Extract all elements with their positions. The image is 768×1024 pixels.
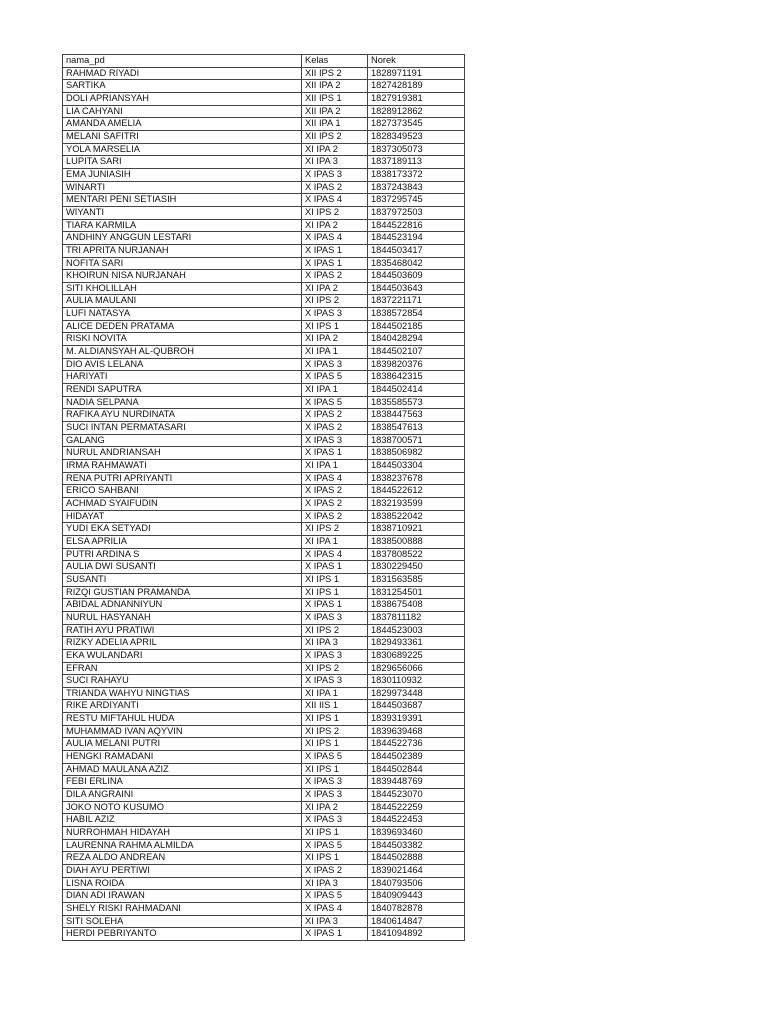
cell-nama-pd: YUDI EKA SETYADI <box>63 523 302 536</box>
table-row <box>63 763 465 776</box>
cell-nama-pd: KHOIRUN NISA NURJANAH <box>63 270 302 283</box>
cell-norek: 1835468042 <box>368 257 465 270</box>
cell-norek: 1829973448 <box>368 687 465 700</box>
cell-kelas: XI IPS 1 <box>302 320 368 333</box>
cell-norek: 1831254501 <box>368 586 465 599</box>
cell-kelas: X IPAS 1 <box>302 928 368 941</box>
cell-kelas: XI IPA 3 <box>302 877 368 890</box>
cell-norek: 1840428294 <box>368 333 465 346</box>
cell-kelas: XII IPA 2 <box>302 80 368 93</box>
cell-nama-pd: RAHMAD RIYADI <box>63 67 302 80</box>
table-row <box>63 687 465 700</box>
cell-kelas: X IPAS 2 <box>302 497 368 510</box>
cell-norek: 1838572854 <box>368 308 465 321</box>
cell-kelas: XI IPA 2 <box>302 801 368 814</box>
table-row <box>63 497 465 510</box>
table-row <box>63 637 465 650</box>
column-header-kelas: Kelas <box>302 55 368 68</box>
cell-kelas: X IPAS 3 <box>302 649 368 662</box>
cell-nama-pd: SUCI RAHAYU <box>63 675 302 688</box>
cell-nama-pd: HARIYATI <box>63 371 302 384</box>
cell-kelas: XI IPS 2 <box>302 662 368 675</box>
cell-nama-pd: SITI SOLEHA <box>63 915 302 928</box>
cell-nama-pd: RIZKY ADELIA APRIL <box>63 637 302 650</box>
cell-norek: 1827919381 <box>368 92 465 105</box>
cell-nama-pd: LIA CAHYANI <box>63 105 302 118</box>
cell-norek: 1840782878 <box>368 902 465 915</box>
cell-norek: 1835585573 <box>368 396 465 409</box>
cell-kelas: XI IPA 1 <box>302 460 368 473</box>
cell-kelas: XI IPA 3 <box>302 637 368 650</box>
cell-norek: 1839319391 <box>368 713 465 726</box>
cell-kelas: X IPAS 5 <box>302 839 368 852</box>
cell-kelas: X IPAS 2 <box>302 510 368 523</box>
cell-norek: 1838642315 <box>368 371 465 384</box>
table-row <box>63 586 465 599</box>
cell-norek: 1844522816 <box>368 219 465 232</box>
table-row <box>63 902 465 915</box>
cell-norek: 1844523194 <box>368 232 465 245</box>
cell-norek: 1844502389 <box>368 751 465 764</box>
table-row <box>63 472 465 485</box>
table-row <box>63 447 465 460</box>
cell-norek: 1839639468 <box>368 725 465 738</box>
cell-nama-pd: HERDI PEBRIYANTO <box>63 928 302 941</box>
table-row <box>63 561 465 574</box>
cell-kelas: X IPAS 2 <box>302 422 368 435</box>
cell-nama-pd: LISNA ROIDA <box>63 877 302 890</box>
table-row <box>63 396 465 409</box>
cell-kelas: XI IPA 2 <box>302 143 368 156</box>
table-row <box>63 928 465 941</box>
cell-norek: 1844503687 <box>368 700 465 713</box>
cell-nama-pd: RIKE ARDIYANTI <box>63 700 302 713</box>
cell-nama-pd: TRI APRITA NURJANAH <box>63 244 302 257</box>
table-row <box>63 675 465 688</box>
cell-kelas: X IPAS 1 <box>302 244 368 257</box>
cell-kelas: XI IPS 1 <box>302 738 368 751</box>
cell-kelas: XII IPS 1 <box>302 92 368 105</box>
cell-kelas: X IPAS 2 <box>302 865 368 878</box>
cell-norek: 1837808522 <box>368 548 465 561</box>
cell-norek: 1839820376 <box>368 358 465 371</box>
table-row <box>63 611 465 624</box>
table-row <box>63 422 465 435</box>
cell-kelas: X IPAS 5 <box>302 371 368 384</box>
table-row <box>63 371 465 384</box>
cell-kelas: XI IPS 1 <box>302 713 368 726</box>
table-row <box>63 599 465 612</box>
table-row <box>63 384 465 397</box>
table-row <box>63 535 465 548</box>
cell-kelas: XI IPS 2 <box>302 523 368 536</box>
table-row <box>63 194 465 207</box>
cell-nama-pd: DIAH AYU PERTIWI <box>63 865 302 878</box>
cell-kelas: X IPAS 4 <box>302 232 368 245</box>
cell-nama-pd: SARTIKA <box>63 80 302 93</box>
cell-norek: 1830110932 <box>368 675 465 688</box>
cell-norek: 1829493361 <box>368 637 465 650</box>
cell-kelas: X IPAS 1 <box>302 257 368 270</box>
table-row <box>63 460 465 473</box>
cell-kelas: X IPAS 1 <box>302 599 368 612</box>
cell-kelas: X IPAS 3 <box>302 611 368 624</box>
cell-kelas: X IPAS 4 <box>302 548 368 561</box>
cell-kelas: X IPAS 3 <box>302 776 368 789</box>
table-row <box>63 295 465 308</box>
cell-nama-pd: DOLI APRIANSYAH <box>63 92 302 105</box>
cell-norek: 1844502414 <box>368 384 465 397</box>
cell-nama-pd: JOKO NOTO KUSUMO <box>63 801 302 814</box>
cell-nama-pd: EMA JUNIASIH <box>63 168 302 181</box>
cell-nama-pd: DILA ANGRAINI <box>63 789 302 802</box>
table-row <box>63 865 465 878</box>
cell-kelas: XI IPS 1 <box>302 763 368 776</box>
cell-kelas: XII IPA 2 <box>302 105 368 118</box>
cell-nama-pd: NURUL ANDRIANSAH <box>63 447 302 460</box>
cell-nama-pd: ABIDAL ADNANNIYUN <box>63 599 302 612</box>
cell-norek: 1839693460 <box>368 827 465 840</box>
cell-kelas: XI IPS 1 <box>302 852 368 865</box>
cell-norek: 1837243843 <box>368 181 465 194</box>
cell-nama-pd: ACHMAD SYAIFUDIN <box>63 497 302 510</box>
table-row <box>63 776 465 789</box>
table-row <box>63 156 465 169</box>
cell-kelas: XI IPA 3 <box>302 915 368 928</box>
cell-nama-pd: DIAN ADI IRAWAN <box>63 890 302 903</box>
student-account-table <box>62 54 465 941</box>
cell-nama-pd: RATIH AYU PRATIWI <box>63 624 302 637</box>
cell-norek: 1837972503 <box>368 206 465 219</box>
cell-norek: 1838447563 <box>368 409 465 422</box>
cell-norek: 1832193599 <box>368 497 465 510</box>
cell-norek: 1844502888 <box>368 852 465 865</box>
table-row <box>63 130 465 143</box>
cell-nama-pd: IRMA RAHMAWATI <box>63 460 302 473</box>
cell-kelas: X IPAS 1 <box>302 561 368 574</box>
cell-norek: 1844503382 <box>368 839 465 852</box>
cell-kelas: X IPAS 3 <box>302 434 368 447</box>
cell-norek: 1830229450 <box>368 561 465 574</box>
cell-kelas: XII IPA 1 <box>302 118 368 131</box>
cell-nama-pd: EFRAN <box>63 662 302 675</box>
cell-norek: 1838675408 <box>368 599 465 612</box>
cell-norek: 1829656066 <box>368 662 465 675</box>
cell-kelas: X IPAS 3 <box>302 675 368 688</box>
cell-norek: 1830689225 <box>368 649 465 662</box>
cell-kelas: XII IIS 1 <box>302 700 368 713</box>
cell-norek: 1844502844 <box>368 763 465 776</box>
cell-norek: 1844523003 <box>368 624 465 637</box>
cell-nama-pd: YOLA MARSELIA <box>63 143 302 156</box>
table-row <box>63 257 465 270</box>
cell-norek: 1844522259 <box>368 801 465 814</box>
table-row <box>63 662 465 675</box>
table-row <box>63 320 465 333</box>
table-row <box>63 92 465 105</box>
cell-nama-pd: AULIA MAULANI <box>63 295 302 308</box>
cell-kelas: XII IPS 2 <box>302 67 368 80</box>
table-row <box>63 181 465 194</box>
table-row <box>63 434 465 447</box>
cell-kelas: XI IPS 1 <box>302 586 368 599</box>
cell-nama-pd: HABIL AZIZ <box>63 814 302 827</box>
cell-nama-pd: TRIANDA WAHYU NINGTIAS <box>63 687 302 700</box>
table-row <box>63 877 465 890</box>
cell-kelas: XI IPA 2 <box>302 219 368 232</box>
cell-nama-pd: RESTU MIFTAHUL HUDA <box>63 713 302 726</box>
table-row <box>63 270 465 283</box>
cell-kelas: XI IPS 2 <box>302 206 368 219</box>
table-row <box>63 105 465 118</box>
table-row <box>63 725 465 738</box>
table-row <box>63 67 465 80</box>
table-row <box>63 573 465 586</box>
cell-nama-pd: RISKI NOVITA <box>63 333 302 346</box>
cell-norek: 1837811182 <box>368 611 465 624</box>
cell-norek: 1844502107 <box>368 346 465 359</box>
cell-nama-pd: NOFITA SARI <box>63 257 302 270</box>
cell-kelas: X IPAS 3 <box>302 308 368 321</box>
cell-nama-pd: M. ALDIANSYAH AL-QUBROH <box>63 346 302 359</box>
cell-kelas: XI IPS 2 <box>302 295 368 308</box>
cell-kelas: X IPAS 4 <box>302 194 368 207</box>
cell-norek: 1839021464 <box>368 865 465 878</box>
cell-nama-pd: PUTRI ARDINA S <box>63 548 302 561</box>
table-row <box>63 700 465 713</box>
cell-nama-pd: MUHAMMAD IVAN AQYVIN <box>63 725 302 738</box>
table-row <box>63 219 465 232</box>
cell-norek: 1840793506 <box>368 877 465 890</box>
cell-norek: 1844522612 <box>368 485 465 498</box>
table-row <box>63 206 465 219</box>
cell-norek: 1828349523 <box>368 130 465 143</box>
cell-nama-pd: SHELY RISKI RAHMADANI <box>63 902 302 915</box>
cell-kelas: X IPAS 3 <box>302 358 368 371</box>
cell-kelas: X IPAS 4 <box>302 472 368 485</box>
cell-kelas: XI IPS 2 <box>302 624 368 637</box>
cell-norek: 1831563585 <box>368 573 465 586</box>
cell-nama-pd: EKA WULANDARI <box>63 649 302 662</box>
column-header-norek: Norek <box>368 55 465 68</box>
cell-norek: 1844503304 <box>368 460 465 473</box>
cell-kelas: X IPAS 3 <box>302 789 368 802</box>
cell-nama-pd: TIARA KARMILA <box>63 219 302 232</box>
cell-nama-pd: SUCI INTAN PERMATASARI <box>63 422 302 435</box>
cell-norek: 1827373545 <box>368 118 465 131</box>
cell-nama-pd: AMANDA AMELIA <box>63 118 302 131</box>
table-row <box>63 80 465 93</box>
cell-kelas: XI IPA 1 <box>302 346 368 359</box>
cell-kelas: XI IPA 2 <box>302 333 368 346</box>
cell-kelas: XI IPA 1 <box>302 384 368 397</box>
table-row <box>63 118 465 131</box>
table-row <box>63 333 465 346</box>
table-row <box>63 738 465 751</box>
cell-nama-pd: MENTARI PENI SETIASIH <box>63 194 302 207</box>
cell-norek: 1838173372 <box>368 168 465 181</box>
table-row <box>63 308 465 321</box>
cell-kelas: X IPAS 5 <box>302 751 368 764</box>
cell-norek: 1839448769 <box>368 776 465 789</box>
cell-norek: 1844503643 <box>368 282 465 295</box>
table-row <box>63 232 465 245</box>
cell-nama-pd: REZA ALDO ANDREAN <box>63 852 302 865</box>
table-row <box>63 624 465 637</box>
cell-nama-pd: MELANI SAFITRI <box>63 130 302 143</box>
table-row <box>63 789 465 802</box>
cell-kelas: X IPAS 2 <box>302 270 368 283</box>
table-row <box>63 244 465 257</box>
cell-norek: 1838710921 <box>368 523 465 536</box>
cell-kelas: XI IPS 1 <box>302 573 368 586</box>
header-row <box>63 55 465 68</box>
cell-norek: 1844522736 <box>368 738 465 751</box>
cell-nama-pd: NADIA SELPANA <box>63 396 302 409</box>
table-row <box>63 523 465 536</box>
cell-nama-pd: ALICE DEDEN PRATAMA <box>63 320 302 333</box>
cell-norek: 1837221171 <box>368 295 465 308</box>
table-row <box>63 713 465 726</box>
cell-nama-pd: LAURENNA RAHMA ALMILDA <box>63 839 302 852</box>
table-row <box>63 358 465 371</box>
cell-kelas: X IPAS 1 <box>302 447 368 460</box>
cell-norek: 1844503417 <box>368 244 465 257</box>
cell-norek: 1838547613 <box>368 422 465 435</box>
cell-kelas: XII IPS 2 <box>302 130 368 143</box>
table-row <box>63 649 465 662</box>
table-row <box>63 814 465 827</box>
cell-norek: 1841094892 <box>368 928 465 941</box>
cell-norek: 1844523070 <box>368 789 465 802</box>
cell-kelas: XI IPA 1 <box>302 535 368 548</box>
table-row <box>63 852 465 865</box>
table-row <box>63 168 465 181</box>
cell-norek: 1837295745 <box>368 194 465 207</box>
table-row <box>63 801 465 814</box>
cell-kelas: XI IPA 1 <box>302 687 368 700</box>
table-row <box>63 839 465 852</box>
cell-nama-pd: HIDAYAT <box>63 510 302 523</box>
cell-norek: 1838237678 <box>368 472 465 485</box>
cell-nama-pd: LUPITA SARI <box>63 156 302 169</box>
cell-kelas: X IPAS 2 <box>302 181 368 194</box>
cell-nama-pd: RENDI SAPUTRA <box>63 384 302 397</box>
table-row <box>63 915 465 928</box>
cell-nama-pd: FEBI ERLINA <box>63 776 302 789</box>
table-row <box>63 282 465 295</box>
cell-nama-pd: AULIA DWI SUSANTI <box>63 561 302 574</box>
table-row <box>63 346 465 359</box>
cell-nama-pd: NURROHMAH HIDAYAH <box>63 827 302 840</box>
table-row <box>63 409 465 422</box>
cell-norek: 1828912862 <box>368 105 465 118</box>
cell-norek: 1838506982 <box>368 447 465 460</box>
cell-kelas: XI IPS 2 <box>302 725 368 738</box>
cell-kelas: X IPAS 4 <box>302 902 368 915</box>
cell-norek: 1837189113 <box>368 156 465 169</box>
cell-nama-pd: SITI KHOLILLAH <box>63 282 302 295</box>
cell-kelas: X IPAS 3 <box>302 168 368 181</box>
cell-kelas: X IPAS 5 <box>302 396 368 409</box>
cell-nama-pd: DIO AVIS LELANA <box>63 358 302 371</box>
table-row <box>63 510 465 523</box>
cell-kelas: X IPAS 5 <box>302 890 368 903</box>
cell-norek: 1837305073 <box>368 143 465 156</box>
table-row <box>63 548 465 561</box>
cell-kelas: X IPAS 2 <box>302 409 368 422</box>
cell-norek: 1844522453 <box>368 814 465 827</box>
cell-nama-pd: LUFI NATASYA <box>63 308 302 321</box>
cell-kelas: X IPAS 2 <box>302 485 368 498</box>
table-row <box>63 485 465 498</box>
cell-norek: 1838700571 <box>368 434 465 447</box>
cell-nama-pd: GALANG <box>63 434 302 447</box>
cell-nama-pd: AHMAD MAULANA AZIZ <box>63 763 302 776</box>
cell-nama-pd: HENGKI RAMADANI <box>63 751 302 764</box>
table-row <box>63 751 465 764</box>
table-row <box>63 143 465 156</box>
table-row <box>63 890 465 903</box>
cell-nama-pd: ERICO SAHBANI <box>63 485 302 498</box>
cell-nama-pd: WINARTI <box>63 181 302 194</box>
table-row <box>63 827 465 840</box>
cell-norek: 1840614847 <box>368 915 465 928</box>
cell-nama-pd: ANDHINY ANGGUN LESTARI <box>63 232 302 245</box>
cell-norek: 1828971191 <box>368 67 465 80</box>
cell-norek: 1840909443 <box>368 890 465 903</box>
cell-nama-pd: ELSA APRILIA <box>63 535 302 548</box>
cell-kelas: XI IPS 1 <box>302 827 368 840</box>
cell-norek: 1838500888 <box>368 535 465 548</box>
cell-norek: 1844503609 <box>368 270 465 283</box>
column-header-nama-pd: nama_pd <box>63 55 302 68</box>
cell-kelas: XI IPA 2 <box>302 282 368 295</box>
cell-kelas: X IPAS 3 <box>302 814 368 827</box>
cell-kelas: XI IPA 3 <box>302 156 368 169</box>
cell-nama-pd: AULIA MELANI PUTRI <box>63 738 302 751</box>
cell-norek: 1844502185 <box>368 320 465 333</box>
cell-norek: 1838522042 <box>368 510 465 523</box>
cell-nama-pd: NURUL HASYANAH <box>63 611 302 624</box>
cell-nama-pd: RENA PUTRI APRIYANTI <box>63 472 302 485</box>
cell-nama-pd: WIYANTI <box>63 206 302 219</box>
cell-nama-pd: RAFIKA AYU NURDINATA <box>63 409 302 422</box>
cell-nama-pd: RIZQI GUSTIAN PRAMANDA <box>63 586 302 599</box>
cell-norek: 1827428189 <box>368 80 465 93</box>
cell-nama-pd: SUSANTI <box>63 573 302 586</box>
